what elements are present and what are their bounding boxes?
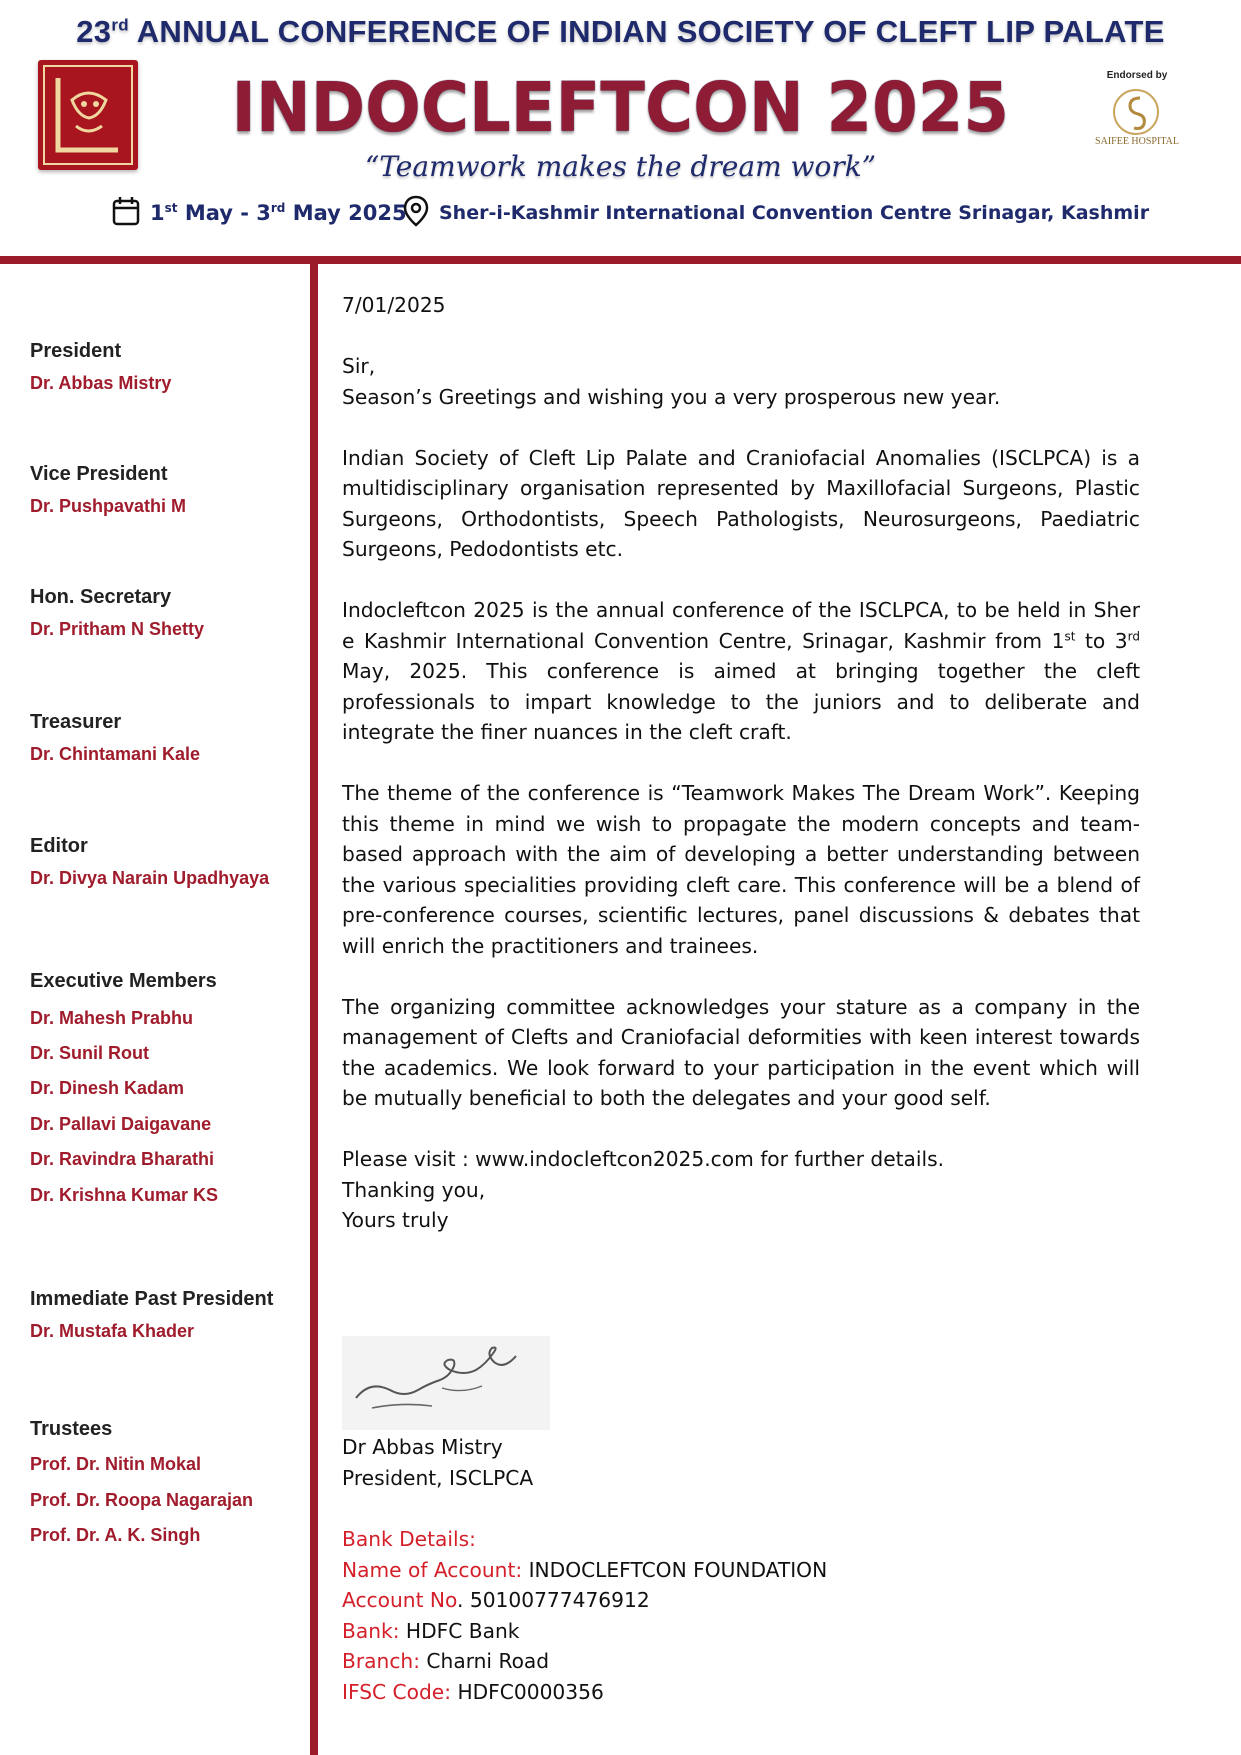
letter-body	[342, 290, 1140, 1236]
executive-member: Dr. Krishna Kumar KS	[30, 1185, 219, 1205]
signer-name: Dr Abbas Mistry	[342, 1435, 503, 1459]
conference-number-suffix: rd	[111, 15, 129, 35]
bank-name-label: Bank:	[342, 1618, 400, 1643]
calendar-icon	[112, 196, 140, 231]
branch-label: Branch:	[342, 1649, 421, 1673]
conference-heading	[0, 14, 1241, 50]
account-name-label: Name of Account:	[342, 1557, 523, 1582]
endorser-name: SAIFEE HOSPITAL	[1095, 136, 1179, 147]
bank-name-row	[342, 1616, 1042, 1647]
executive-member: Dr. Mahesh Prabhu	[30, 1008, 194, 1028]
executive-member: Dr. Pallavi Daigavane	[30, 1114, 212, 1134]
secretary-role: Hon. Secretary	[30, 586, 172, 608]
account-number-row	[342, 1585, 1042, 1616]
president-name: Dr. Abbas Mistry	[30, 373, 172, 393]
account-name-value: INDOCLEFTCON FOUNDATION	[522, 1557, 828, 1582]
treasurer-name: Dr. Chintamani Kale	[30, 744, 201, 764]
location-pin-icon	[403, 195, 429, 232]
conference-title-text: INDOCLEFTCON 2025	[231, 68, 1010, 148]
executive-members-role: Executive Members	[30, 970, 217, 992]
executive-member: Dr. Ravindra Bharathi	[30, 1149, 215, 1169]
paragraph-about-conference: Indocleftcon 2025 is the annual conference of the ISCLPCA, to be held in Sher e Kashmir International Convention Centre, Srinagar, Kashmir from 1st to 3rd May, 2025. This conference is aimed at bringing together the cleft professionals to impart knowledge to the juniors and to deliberate and integrate the finer nuances in the cleft craft.	[342, 598, 1140, 744]
branch-row	[342, 1646, 1042, 1677]
signer-title: President, ISCLPCA	[342, 1465, 534, 1490]
past-president-role: Immediate Past President	[30, 1288, 274, 1310]
event-dates-text: 1st May - 3rd May 2025	[150, 201, 407, 225]
conference-number: 23	[76, 14, 112, 49]
event-venue-text: Sher-i-Kashmir International Convention Centre Srinagar, Kashmir	[439, 202, 1150, 224]
ifsc-label: IFSC Code:	[342, 1679, 452, 1704]
endorsed-label: Endorsed by	[1106, 70, 1168, 81]
secretary-name: Dr. Pritham N Shetty	[30, 619, 205, 639]
conference-title	[0, 68, 1241, 148]
salutation: Sir,	[342, 354, 376, 378]
greeting: Season’s Greetings and wishing you a very prosperous new year.	[342, 384, 1001, 409]
editor-role: Editor	[30, 835, 88, 857]
treasurer-role: Treasurer	[30, 711, 122, 733]
trustee: Prof. Dr. A. K. Singh	[30, 1525, 201, 1545]
branch-value: Charni Road	[420, 1649, 550, 1673]
closing-line: Yours truly	[342, 1208, 449, 1232]
editor-name: Dr. Divya Narain Upadhyaya	[30, 868, 270, 888]
president-role: President	[30, 340, 122, 362]
event-venue	[403, 196, 1149, 230]
signoff	[342, 1432, 942, 1493]
past-president-name: Dr. Mustafa Khader	[30, 1321, 195, 1341]
account-name-row	[342, 1555, 1042, 1586]
ifsc-value: HDFC0000356	[451, 1679, 604, 1704]
website-line: Please visit : www.indocleftcon2025.com for further details.	[342, 1147, 945, 1171]
header-divider	[0, 256, 1241, 264]
vice-president-role: Vice President	[30, 463, 168, 485]
paragraph-theme: The theme of the conference is “Teamwork Makes The Dream Work”. Keeping this theme in mind we wish to propagate the modern concepts and team-based approach with the aim of developing a better understanding between the various specialities providing cleft care. This conference will be a blend of pre-conference courses, scientific lectures, panel discussions & debates that will enrich the practitioners and trainees.	[342, 781, 1140, 958]
account-number-value: . 50100777476912	[457, 1588, 650, 1612]
tagline: “Teamwork makes the dream work”	[364, 150, 877, 183]
bank-name-value: HDFC Bank	[399, 1618, 520, 1643]
vice-president-name: Dr. Pushpavathi M	[30, 496, 187, 516]
executive-member: Dr. Dinesh Kadam	[30, 1078, 185, 1098]
bank-details	[342, 1524, 1042, 1707]
event-dates	[112, 196, 407, 230]
saifee-hospital-logo-icon	[1110, 86, 1162, 138]
account-number-label: Account No	[342, 1588, 458, 1612]
conference-name: ANNUAL CONFERENCE OF INDIAN SOCIETY OF CLEFT LIP PALATE	[128, 14, 1165, 49]
paragraph-invitation: The organizing committee acknowledges your stature as a company in the management of Clefts and Craniofacial deformities with keen interest towards the academics. We look forward to your participation in the event which will be mutually beneficial to both the delegates and your good self.	[342, 994, 1140, 1110]
thanks-line: Thanking you,	[342, 1177, 486, 1202]
paragraph-about-society: Indian Society of Cleft Lip Palate and Craniofacial Anomalies (ISCLPCA) is a multidisciplinary organisation represented by Maxillofacial Surgeons, Plastic Surgeons, Orthodontists, Speech Pathologists, Neurosurgeons, Paediatric Surgeons, Pedodontists etc.	[342, 445, 1140, 561]
signature-image	[342, 1336, 550, 1430]
sidebar-divider	[310, 256, 318, 1755]
executive-member: Dr. Sunil Rout	[30, 1043, 149, 1063]
trustees-role: Trustees	[30, 1418, 113, 1440]
letter-date: 7/01/2025	[342, 293, 446, 317]
trustee: Prof. Dr. Nitin Mokal	[30, 1454, 202, 1474]
bank-details-heading: Bank Details:	[342, 1527, 476, 1551]
trustee: Prof. Dr. Roopa Nagarajan	[30, 1490, 254, 1510]
ifsc-row	[342, 1677, 1042, 1708]
